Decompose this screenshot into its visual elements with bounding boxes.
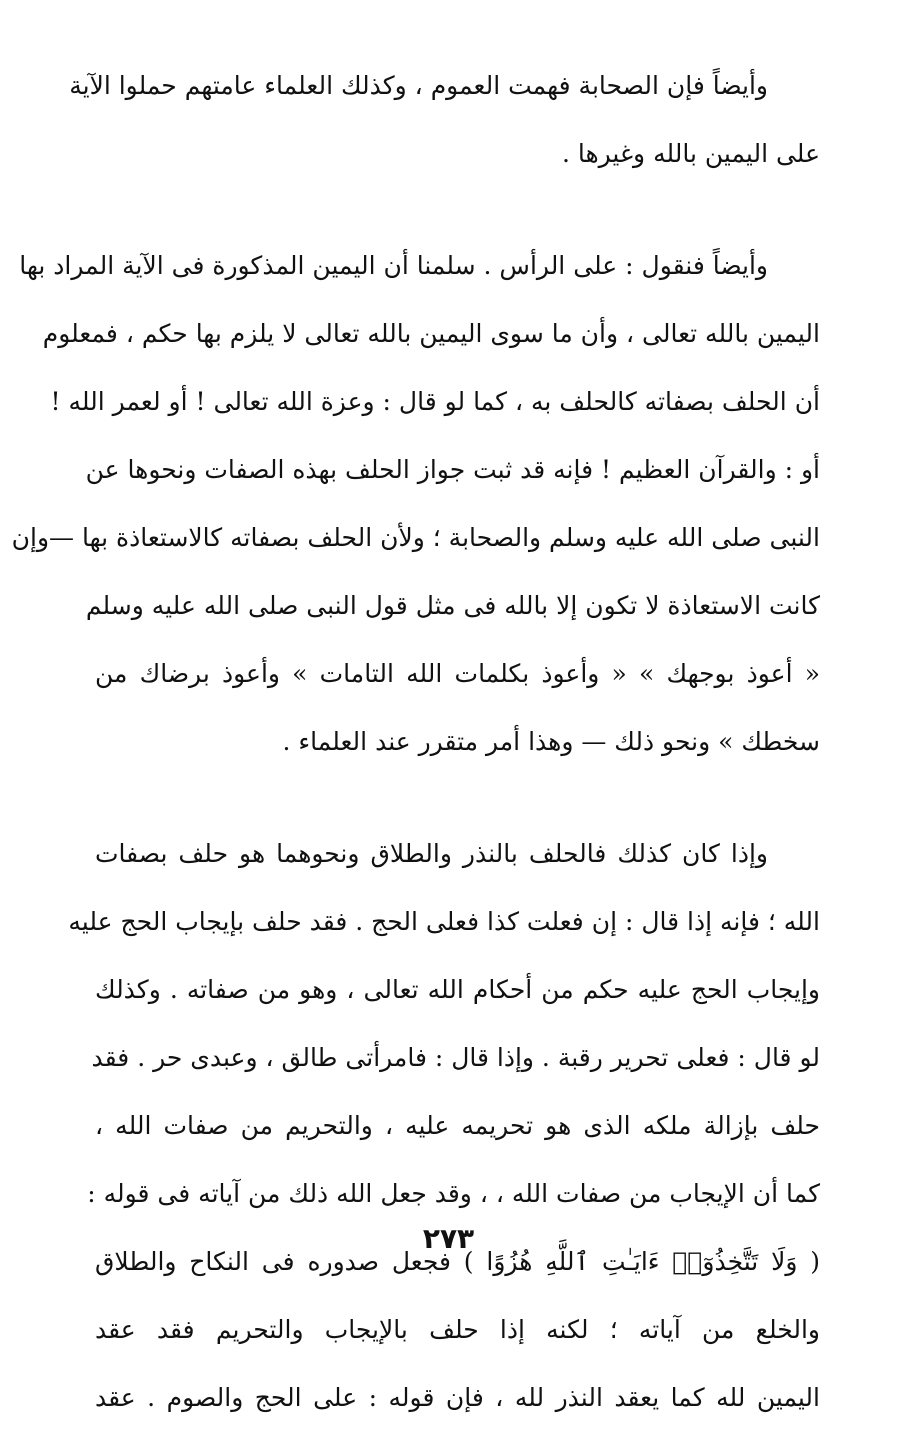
text-line: حلف بإزالة ملكه الذى هو تحريمه عليه ، والتحريم من صفات الله ،	[95, 1111, 820, 1140]
quran-verse-line: ( وَلَا تَتَّخِذُوٓا۟ ءَايَـٰتِ ٱللَّهِ هُزُوًا ) فجعل صدوره فى النكاح والطلاق	[95, 1247, 820, 1276]
paragraph-1	[69, 52, 820, 188]
paragraph-3	[68, 820, 820, 1432]
text-line: اليمين بالله تعالى ، وأن ما سوى اليمين بالله تعالى لا يلزم بها حكم ، فمعلوم	[42, 319, 820, 348]
text-line: اليمين لله كما يعقد النذر لله ، فإن قوله : على الحج والصوم . عقد	[95, 1383, 820, 1412]
text-line: أو : والقرآن العظيم ! فإنه قد ثبت جواز الحلف بهذه الصفات ونحوها عن	[85, 455, 820, 484]
text-line: وإيجاب الحج عليه حكم من أحكام الله تعالى ، وهو من صفاته . وكذلك	[95, 975, 820, 1004]
text-line: أن الحلف بصفاته كالحلف به ، كما لو قال : وعزة الله تعالى ! أو لعمر الله !	[50, 387, 820, 416]
paragraph-2	[11, 232, 820, 776]
text-line: الله ؛ فإنه إذا قال : إن فعلت كذا فعلى الحج . فقد حلف بإيجاب الحج عليه	[68, 907, 820, 936]
text-line: على اليمين بالله وغيرها .	[561, 139, 820, 168]
text-line: وإذا كان كذلك فالحلف بالنذر والطلاق ونحوهما هو حلف بصفات	[95, 839, 768, 868]
text-line: « أعوذ بوجهك » « وأعوذ بكلمات الله التامات » وأعوذ برضاك من	[95, 659, 820, 688]
text-line: لو قال : فعلى تحرير رقبة . وإذا قال : فامرأتى طالق ، وعبدى حر . فقد	[91, 1043, 820, 1072]
paragraph-gap	[95, 188, 820, 232]
text-line: كانت الاستعاذة لا تكون إلا بالله فى مثل قول النبى صلى الله عليه وسلم	[85, 591, 820, 620]
paragraph-gap	[95, 776, 820, 820]
text-line: وأيضاً فنقول : على الرأس . سلمنا أن اليمين المذكورة فى الآية المراد بها	[19, 251, 768, 280]
text-line: كما أن الإيجاب من صفات الله ، ، وقد جعل الله ذلك من آياته فى قوله :	[87, 1179, 820, 1208]
text-line: وأيضاً فإن الصحابة فهمت العموم ، وكذلك العلماء عامتهم حملوا الآية	[69, 71, 768, 100]
text-line: سخطك » ونحو ذلك — وهذا أمر متقرر عند العلماء .	[282, 727, 820, 756]
page-number: ٢٧٣	[422, 1222, 475, 1255]
text-line: النبى صلى الله عليه وسلم والصحابة ؛ ولأن الحلف بصفاته كالاستعاذة بها —وإن	[11, 523, 820, 552]
text-line: والخلع من آياته ؛ لكنه إذا حلف بالإيجاب والتحريم فقد عقد	[95, 1315, 820, 1344]
